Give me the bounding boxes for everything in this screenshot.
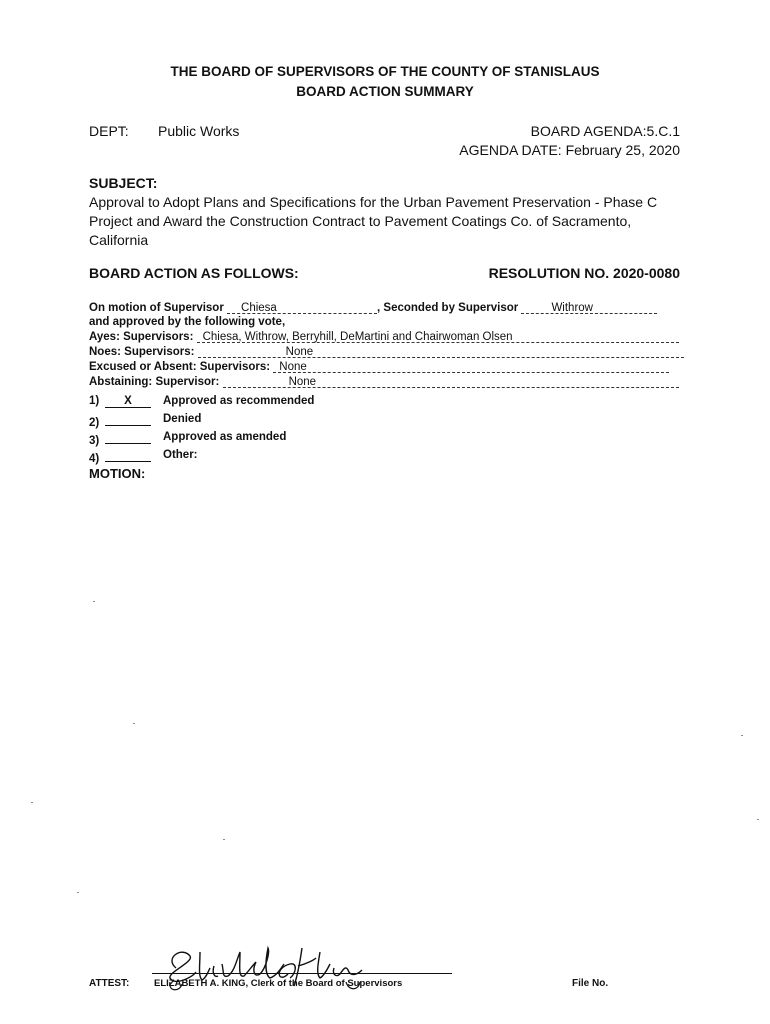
scan-speck — [757, 819, 759, 820]
resolution-number: RESOLUTION NO. 2020-0080 — [488, 265, 680, 281]
option-label: Other: — [163, 449, 198, 461]
scan-speck — [223, 839, 225, 840]
clerk-name: ELIZABETH A. KING, Clerk of the Board of Supervisors — [154, 978, 403, 989]
approved-by-line: and approved by the following vote, — [89, 316, 286, 328]
board-agenda-number: BOARD AGENDA:5.C.1 — [530, 123, 680, 139]
dept-label: DEPT: — [89, 123, 129, 139]
signature-line — [152, 973, 452, 974]
scan-speck — [93, 601, 95, 602]
subject-text: Approval to Adopt Plans and Specifications for the Urban Pavement Preservation - Phase C Project and Award the Construction Contract to Pavement Coatings Co. of Sacramento, California — [89, 194, 658, 248]
scan-speck — [31, 802, 33, 803]
option-other — [89, 449, 198, 465]
option-label: Approved as recommended — [163, 395, 315, 407]
seconded-label: , Seconded by Supervisor — [377, 302, 519, 314]
option-approved-as-recommended — [89, 395, 315, 408]
dept-value: Public Works — [158, 123, 240, 139]
ayes-label: Ayes: Supervisors: — [89, 331, 194, 343]
noes-fill — [198, 345, 684, 358]
scan-speck — [133, 723, 135, 724]
excused-line — [89, 360, 697, 374]
file-number-label: File No. — [572, 978, 609, 989]
abstaining-fill — [223, 375, 679, 388]
option-number: 2) — [89, 417, 100, 429]
scan-speck — [77, 892, 79, 893]
board-action-label: BOARD ACTION AS FOLLOWS: — [89, 265, 299, 281]
subject-label: SUBJECT: — [89, 175, 158, 191]
noes-label: Noes: Supervisors: — [89, 346, 195, 358]
abstaining-line — [89, 375, 697, 389]
clerk-signature — [148, 938, 388, 999]
seconded-fill — [521, 301, 657, 314]
scan-speck — [741, 735, 743, 736]
agenda-date: AGENDA DATE: February 25, 2020 — [459, 142, 680, 158]
ayes-supervisors: Chiesa, Withrow, Berryhill, DeMartini and Chairwoman Olsen — [202, 331, 513, 343]
option-mark — [105, 449, 151, 462]
motion-label: On motion of Supervisor — [89, 302, 224, 314]
excused-supervisors: None — [279, 361, 307, 373]
option-approved-as-amended — [89, 431, 287, 447]
excused-label: Excused or Absent: Supervisors: — [89, 361, 271, 373]
document-subtitle: BOARD ACTION SUMMARY — [296, 84, 474, 99]
option-mark — [105, 431, 151, 444]
option-label: Approved as amended — [163, 431, 287, 443]
abstaining-label: Abstaining: Supervisor: — [89, 376, 220, 388]
option-number: 3) — [89, 435, 100, 447]
motion-line — [89, 301, 697, 315]
option-mark — [105, 413, 151, 426]
option-number: 1) — [89, 395, 100, 407]
option-mark: X — [105, 395, 151, 408]
excused-fill — [273, 360, 669, 373]
abstaining-supervisors: None — [288, 376, 317, 388]
option-denied — [89, 413, 202, 429]
seconded-supervisor: Withrow — [551, 302, 593, 314]
ayes-fill — [197, 330, 679, 343]
noes-supervisors: None — [285, 346, 314, 358]
attest-label: ATTEST: — [89, 978, 130, 989]
motion-fill — [227, 301, 377, 314]
motion-label-heading: MOTION: — [89, 466, 146, 481]
ayes-line — [89, 330, 697, 344]
document-title: THE BOARD OF SUPERVISORS OF THE COUNTY OF STANISLAUS — [170, 64, 600, 79]
option-label: Denied — [163, 413, 202, 425]
noes-line — [89, 345, 697, 359]
motion-supervisor: Chiesa — [241, 302, 277, 314]
option-number: 4) — [89, 453, 100, 465]
